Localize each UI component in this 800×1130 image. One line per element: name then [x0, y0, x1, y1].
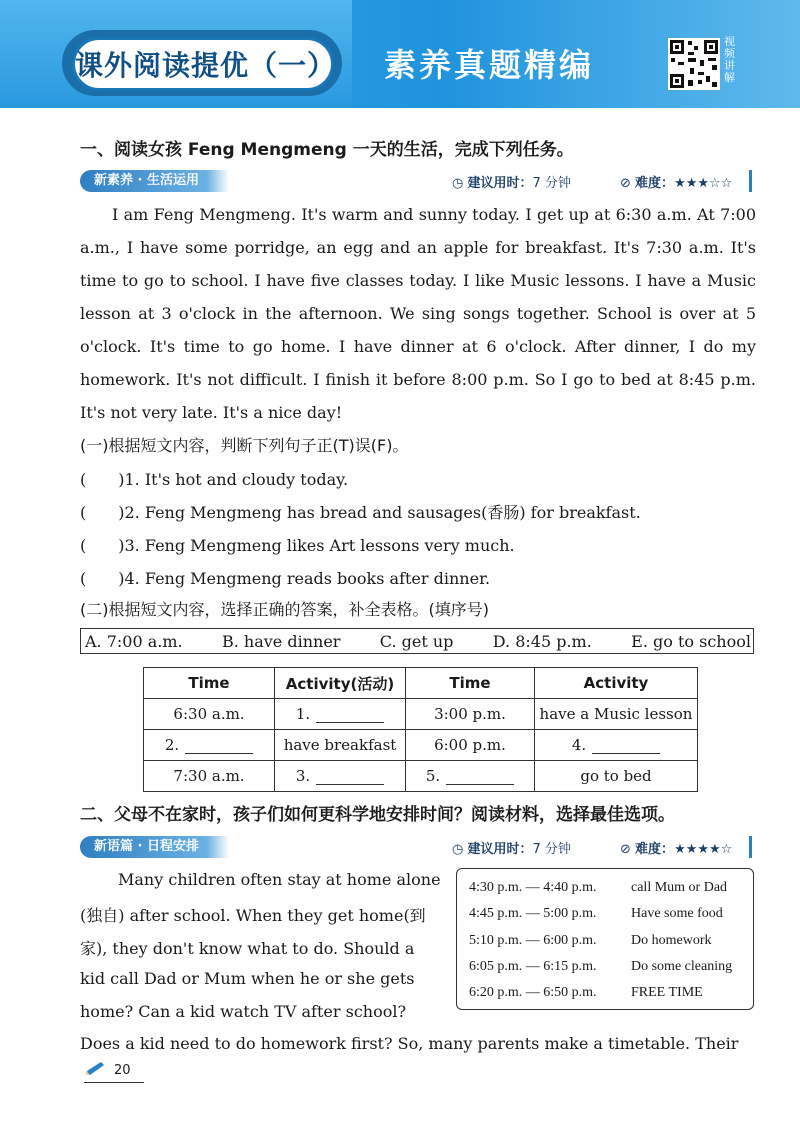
section1-title: 一、阅读女孩 Feng Mengmeng 一天的生活，完成下列任务。: [80, 140, 574, 160]
timetable-time: 6:05 p.m. — 6:15 p.m.: [469, 959, 597, 974]
difficulty-label: 难度：: [635, 176, 675, 191]
table-cell: 6:30 a.m.: [144, 699, 275, 730]
option-item: E. go to school: [631, 631, 751, 651]
option-item: B. have dinner: [221, 631, 341, 651]
answer-blank[interactable]: [316, 708, 384, 723]
section2-tag-bar: [80, 836, 752, 858]
table-header: Time: [144, 668, 275, 699]
table-cell[interactable]: [406, 761, 535, 792]
time-label: 建议用时：: [467, 176, 533, 191]
table-cell: have breakfast: [275, 730, 406, 761]
option-item: C. get up: [379, 631, 454, 651]
clock-icon: ◷: [452, 176, 464, 191]
timetable-activity: Do homework: [631, 933, 712, 948]
qr-code-icon[interactable]: [668, 38, 720, 90]
timetable-activity: Do some cleaning: [631, 959, 733, 974]
pencil-icon: [84, 1061, 108, 1075]
table-header: Activity: [535, 668, 698, 699]
table-cell: have a Music lesson: [535, 699, 698, 730]
option-item: A. 7:00 a.m.: [85, 631, 183, 651]
table-cell[interactable]: [144, 730, 275, 761]
passage-line-last: Does a kid need to do homework first? So, many parents make a timetable. Their: [80, 1034, 739, 1053]
blank-label: 5.: [425, 767, 441, 785]
table-cell: 7:30 a.m.: [144, 761, 275, 792]
table-header-row: [144, 668, 698, 699]
passage-line: home? Can a kid watch TV after school?: [80, 1002, 407, 1021]
section1-time: [452, 172, 571, 191]
table-header: Activity(活动): [275, 668, 406, 699]
option-item: D. 8:45 p.m.: [492, 631, 592, 651]
tf-item: ( )3. Feng Mengmeng likes Art lessons very much.: [80, 536, 515, 555]
time-value: 7 分钟: [532, 842, 571, 857]
part1-title: (一)根据短文内容，判断下列句子正(T)误(F)。: [80, 436, 409, 455]
timetable-time: 4:30 p.m. — 4:40 p.m.: [469, 880, 597, 895]
answer-blank[interactable]: [185, 739, 253, 754]
timetable-time: 5:10 p.m. — 6:00 p.m.: [469, 933, 597, 948]
timetable-time: 4:45 p.m. — 5:00 p.m.: [469, 906, 597, 921]
section1-tag-bar: [80, 170, 752, 192]
chapter-badge: 课外阅读提优（一）: [72, 37, 334, 91]
page-header: [0, 0, 800, 108]
table-cell: go to bed: [535, 761, 698, 792]
check-circle-icon: ⊘: [620, 842, 631, 857]
table-row: [144, 761, 698, 792]
table-cell: 3:00 p.m.: [406, 699, 535, 730]
table-cell[interactable]: [275, 761, 406, 792]
answer-options-box: [80, 628, 754, 654]
blank-label: 2.: [164, 736, 180, 754]
difficulty-stars: ★★★☆☆: [674, 176, 733, 191]
table-cell[interactable]: [275, 699, 406, 730]
table-header: Time: [406, 668, 535, 699]
qr-caption: 视频讲解: [724, 35, 735, 84]
timetable-activity: Have some food: [631, 906, 723, 921]
page-number: 20: [114, 1063, 131, 1078]
tf-item: ( )1. It's hot and cloudy today.: [80, 470, 349, 489]
timetable-activity: FREE TIME: [631, 985, 703, 1000]
timetable-box: [456, 868, 754, 1010]
table-row: [144, 699, 698, 730]
passage-line: (独自) after school. When they get home(到: [80, 906, 426, 925]
part2-title: (二)根据短文内容，选择正确的答案，补全表格。(填序号): [80, 600, 489, 619]
header-title: 素养真题精编: [384, 46, 595, 84]
page-number-underline: [84, 1082, 144, 1083]
timetable-activity: call Mum or Dad: [631, 880, 728, 895]
table-cell: 6:00 p.m.: [406, 730, 535, 761]
blank-label: 1.: [295, 705, 311, 723]
section1-difficulty: [620, 172, 732, 191]
schedule-table: [143, 667, 698, 792]
section1-passage: I am Feng Mengmeng. It's warm and sunny today. I get up at 6:30 a.m. At 7:00 a.m., I have some porridge, an egg and an apple for breakfast. It's 7:30 a.m. It's time to go to school. I have five classes today. I like Music lessons. I have a Music lesson at 3 o'clock in the afternoon. We sing songs together. School is over at 5 o'clock. It's time to go home. I have dinner at 6 o'clock. After dinner, I do my homework. It's not difficult. I finish it before 8:00 p.m. So I go to bed at 8:45 p.m. It's not very late. It's a nice day!: [80, 205, 756, 422]
timetable-time: 6:20 p.m. — 6:50 p.m.: [469, 985, 597, 1000]
table-row: [144, 730, 698, 761]
difficulty-stars: ★★★★☆: [674, 842, 733, 857]
section1-tag: 新素养 · 生活运用: [80, 170, 229, 192]
time-label: 建议用时：: [467, 842, 533, 857]
section2-tag: 新语篇 · 日程安排: [80, 836, 229, 858]
table-cell[interactable]: [535, 730, 698, 761]
section2-title: 二、父母不在家时，孩子们如何更科学地安排时间？阅读材料，选择最佳选项。: [80, 805, 675, 825]
difficulty-label: 难度：: [635, 842, 675, 857]
section2-time: [452, 838, 571, 857]
section2-difficulty: [620, 838, 732, 857]
clock-icon: ◷: [452, 842, 464, 857]
blank-label: 3.: [295, 767, 311, 785]
tf-item: ( )2. Feng Mengmeng has bread and sausages(香肠) for breakfast.: [80, 503, 641, 522]
tf-item: ( )4. Feng Mengmeng reads books after dinner.: [80, 569, 491, 588]
answer-blank[interactable]: [316, 770, 384, 785]
time-value: 7 分钟: [532, 176, 571, 191]
passage-line: Many children often stay at home alone: [118, 870, 441, 889]
blank-label: 4.: [571, 736, 587, 754]
check-circle-icon: ⊘: [620, 176, 631, 191]
passage-line: kid call Dad or Mum when he or she gets: [80, 969, 415, 988]
passage-line: 家), they don't know what to do. Should a: [80, 939, 415, 958]
answer-blank[interactable]: [592, 739, 660, 754]
answer-blank[interactable]: [446, 770, 514, 785]
tag-end-bar: [749, 836, 752, 858]
tag-end-bar: [749, 170, 752, 192]
